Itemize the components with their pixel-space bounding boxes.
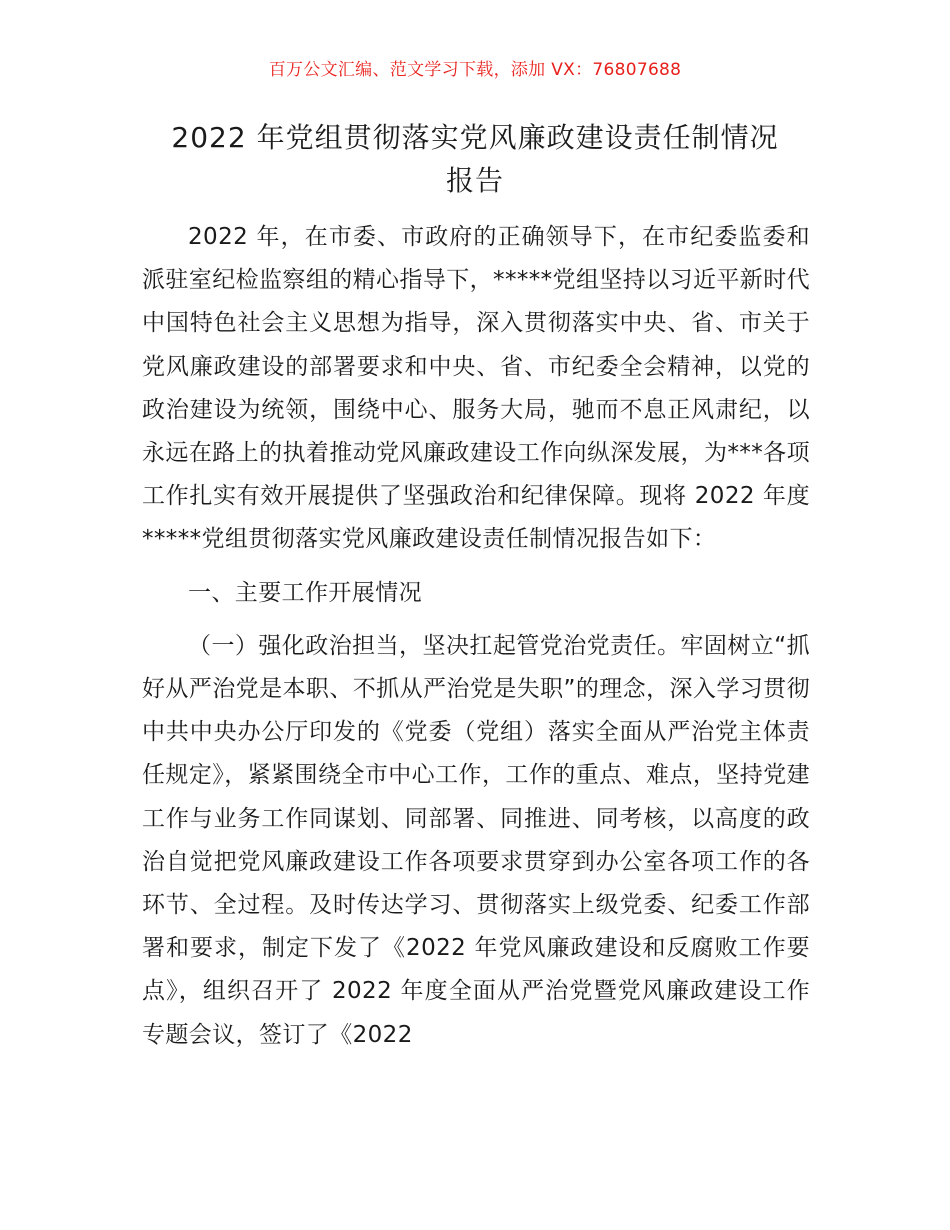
header-watermark-note: 百万公文汇编、范文学习下载，添加 VX：76807688	[268, 60, 682, 80]
section1-paragraph-1: （一）强化政治担当，坚决扛起管党治党责任。牢固树立“抓好从严治党是本职、不抓从严治党是失职”的理念，深入学习贯彻中共中央办公厅印发的《党委（党组）落实全面从严治党主体责任规定》，紧紧围绕全市中心工作，工作的重点、难点，坚持党建工作与业务工作同谋划、同部署、同推进、同考核，以高度的政治自觉把党风廉政建设工作各项要求贯穿到办公室各项工作的各环节、全过程。及时传达学习、贯彻落实上级党委、纪委工作部署和要求，制定下发了《2022 年党风廉政建设和反腐败工作要点》，组织召开了 2022 年度全面从严治党暨党风廉政建设工作专题会议，签订了《2022	[142, 632, 810, 1048]
intro-paragraph: 2022 年，在市委、市政府的正确领导下，在市纪委监委和派驻室纪检监察组的精心指导下，*****党组坚持以习近平新时代中国特色社会主义思想为指导，深入贯彻落实中央、省、市关于党风廉政建设的部署要求和中央、省、市纪委全会精神，以党的政治建设为统领，围绕中心、服务大局，驰而不息正风肃纪，以永远在路上的执着推动党风廉政建设工作向纵深发展，为***各项工作扎实有效开展提供了坚强政治和纪律保障。现将 2022 年度*****党组贯彻落实党风廉政建设责任制情况报告如下：	[142, 224, 810, 553]
title-line-1: 2022 年党组贯彻落实党风廉政建设责任制情况	[171, 121, 779, 154]
document-title	[130, 116, 820, 202]
section-heading-main-work: 一、主要工作开展情况	[188, 579, 422, 606]
document-body	[142, 216, 810, 1067]
title-line-2: 报告	[445, 164, 504, 197]
